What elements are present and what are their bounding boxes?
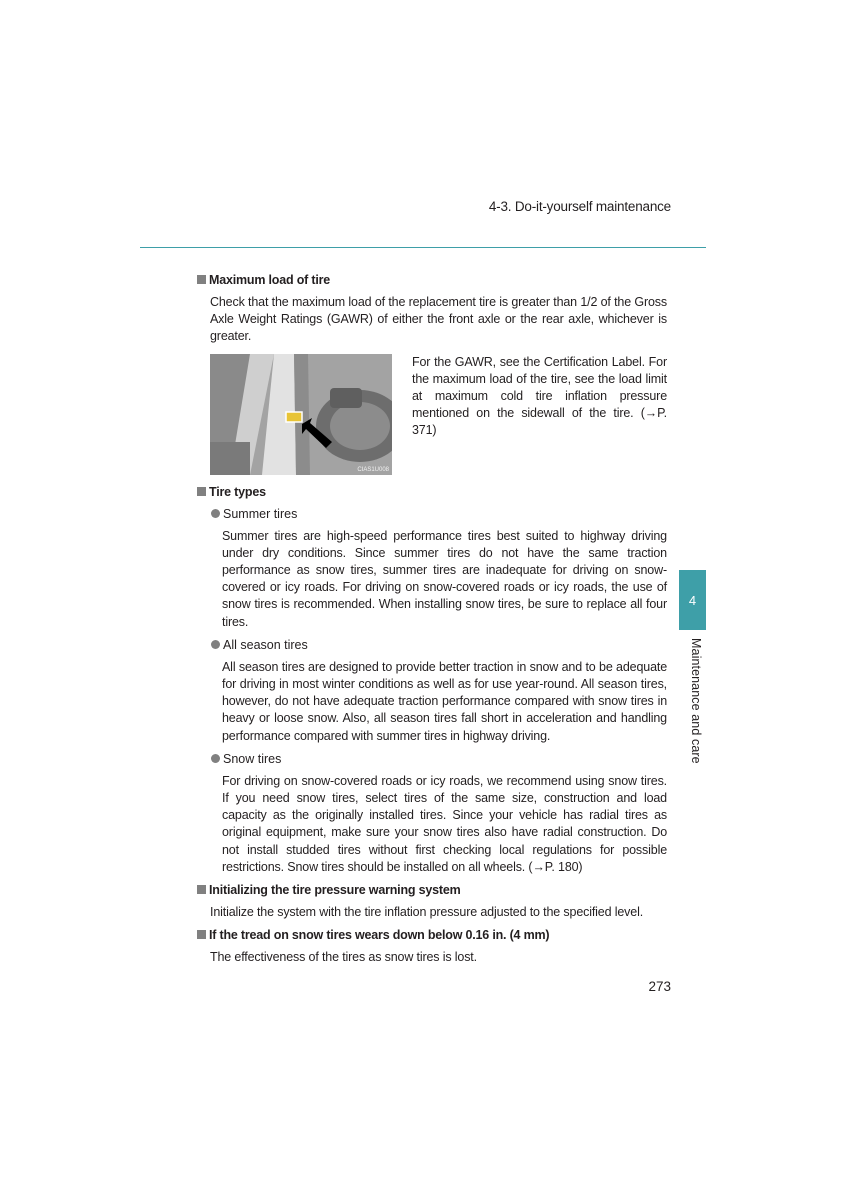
section-heading-tread: [197, 927, 667, 944]
circle-bullet-icon: [211, 640, 220, 649]
square-bullet-icon: [197, 930, 206, 939]
tread-body: The effectiveness of the tires as snow tires is lost.: [210, 950, 477, 965]
subheading-title: Summer tires: [223, 506, 298, 521]
all-season-tires-body: All season tires are designed to provide better traction in snow and to be adequate for driving in most winter conditions as well as for use year-round. All season tires, however, do not have adequate traction performance compared with snow tires in heavy or loose snow. Also, all season tires fall short in acceleration and handling performance compared with summer tires in highway driving.: [222, 659, 667, 743]
figure-code: CIAS1U008: [357, 466, 389, 473]
certification-label-photo: [210, 354, 392, 475]
subheading-title: Snow tires: [223, 751, 282, 766]
figure-caption: For the GAWR, see the Certification Label. For the maximum load of the tire, see the load limit at maximum cold tire inflation pressure mentioned on the sidewall of the tire. (→P. 371): [412, 354, 667, 438]
circle-bullet-icon: [211, 754, 220, 763]
page-content: [197, 272, 667, 972]
square-bullet-icon: [197, 885, 206, 894]
section-heading-init-warning: [197, 882, 667, 899]
section-heading-max-load: [197, 272, 667, 289]
circle-bullet-icon: [211, 509, 220, 518]
page-number: 273: [648, 979, 671, 994]
chapter-tab-label: Maintenance and care: [689, 638, 703, 764]
section-title: Maximum load of tire: [209, 273, 331, 287]
chapter-tab-number: 4: [688, 592, 697, 608]
certification-figure: [210, 354, 667, 475]
init-warning-body: Initialize the system with the tire inflation pressure adjusted to the specified level.: [210, 905, 644, 920]
header-rule: [140, 247, 706, 248]
chapter-tab[interactable]: [679, 570, 706, 630]
square-bullet-icon: [197, 275, 206, 284]
subheading-all-season-tires: [211, 637, 667, 654]
snow-tires-body: For driving on snow-covered roads or icy roads, we recommend using snow tires. If you need snow tires, select tires of the same size, construction and load capacity as the originally installed tires. Since your vehicle has radial tires as original equipment, make sure your snow tires also have radial construction. Do not install studded tires without first checking local regulations for possible restrictions. Snow tires should be installed on all wheels. (→P. 180): [222, 773, 667, 874]
section-title: Tire types: [209, 484, 266, 499]
max-load-body: Check that the maximum load of the replacement tire is greater than 1/2 of the Gross Axle Weight Ratings (GAWR) of either the front axle or the rear axle, whichever is greater.: [210, 295, 667, 344]
chapter-header: 4-3. Do-it-yourself maintenance: [488, 199, 671, 214]
section-title: Initializing the tire pressure warning system: [209, 883, 461, 898]
section-heading-tire-types: [197, 484, 667, 501]
door-pillar-illustration: [210, 354, 392, 475]
section-title: If the tread on snow tires wears down below 0.16 in. (4 mm): [209, 928, 550, 943]
subheading-title: All season tires: [223, 637, 308, 652]
subheading-snow-tires: [211, 751, 667, 768]
square-bullet-icon: [197, 487, 206, 496]
subheading-summer-tires: [211, 506, 667, 523]
summer-tires-body: Summer tires are high-speed performance tires best suited to highway driving under dry conditions. Since summer tires do not have the same traction performance as snow tires, summer tires are inadequate for driving on snow-covered or icy roads. For driving on snow-covered roads or icy roads, the use of snow tires is recommended. When installing snow tires, be sure to replace all four tires.: [222, 528, 667, 629]
